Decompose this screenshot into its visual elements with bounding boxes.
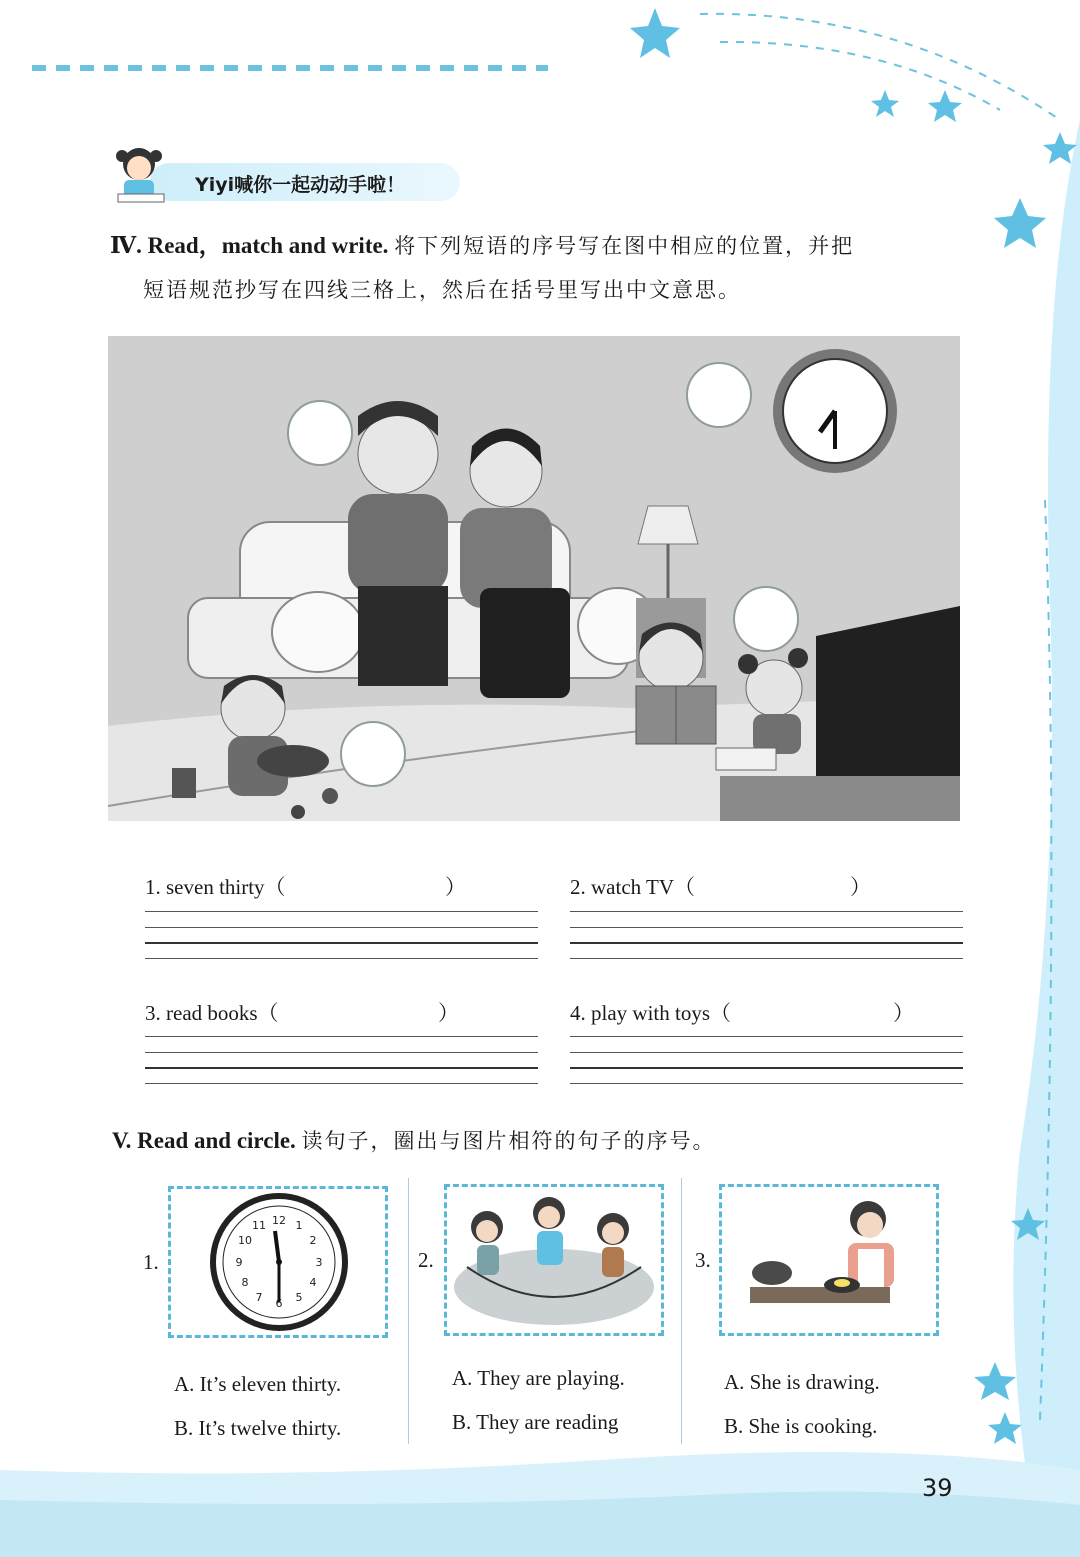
section4-title xyxy=(110,232,854,260)
clock-num-10: 10 xyxy=(238,1234,252,1247)
section5-title xyxy=(112,1127,716,1155)
item-2-option-a[interactable]: A. They are playing. xyxy=(452,1366,625,1390)
answer-bubble-clock[interactable] xyxy=(686,362,752,428)
item-1-option-b[interactable]: B. It’s twelve thirty. xyxy=(174,1416,342,1440)
section4-title-zh-1: 将下列短语的序号写在图中相应的位置，并把 xyxy=(394,234,855,258)
clock-num-3: 3 xyxy=(315,1256,323,1269)
phrase-3-close: ） xyxy=(438,1001,459,1025)
clock-num-8: 8 xyxy=(241,1276,249,1289)
phrase-2 xyxy=(570,871,695,901)
clock-num-5: 5 xyxy=(295,1291,303,1304)
column-divider-2 xyxy=(681,1178,682,1444)
children-jump-rope-icon xyxy=(447,1187,661,1333)
girl-cooking-icon xyxy=(722,1187,936,1333)
phrase-4-meaning-input[interactable] xyxy=(765,996,894,1024)
page-number: 39 xyxy=(922,1474,953,1502)
phrase-3 xyxy=(145,997,279,1027)
phrase-1 xyxy=(145,871,286,901)
section5-title-en: V. Read and circle. xyxy=(112,1128,296,1153)
section5-title-zh: 读句子，圈出与图片相符的句子的序号。 xyxy=(301,1129,716,1153)
answer-bubble-father[interactable] xyxy=(287,400,353,466)
clock-num-4: 4 xyxy=(309,1276,317,1289)
living-room-scene xyxy=(108,336,960,821)
answer-bubble-reading[interactable] xyxy=(733,586,799,652)
section4-title-line2 xyxy=(143,276,741,304)
section4-title-en: Ⅳ. Read，match and write. xyxy=(110,233,389,258)
clock-num-1: 1 xyxy=(295,1219,303,1232)
item-2-number: 2. xyxy=(418,1248,434,1272)
phrase-3-meaning-input[interactable] xyxy=(310,996,439,1024)
phrase-4-label: 4. play with toys（ xyxy=(570,1001,731,1025)
banner-text: Yiyi喊你一起动动手啦！ xyxy=(195,174,406,196)
answer-bubble-toys[interactable] xyxy=(340,721,406,787)
girl-reading-icon xyxy=(104,140,174,210)
item-1-picture-frame xyxy=(168,1186,388,1338)
phrase-1-label: 1. seven thirty（ xyxy=(145,875,286,899)
scene-illustration xyxy=(108,336,960,821)
clock-num-9: 9 xyxy=(235,1256,243,1269)
phrase-2-close: ） xyxy=(850,875,871,899)
phrase-1-meaning-input[interactable] xyxy=(318,870,447,898)
item-3-number: 3. xyxy=(695,1248,711,1272)
item-2-option-b[interactable]: B. They are reading xyxy=(452,1410,619,1434)
phrase-2-label: 2. watch TV（ xyxy=(570,875,696,899)
phrase-4-close: ） xyxy=(893,1001,914,1025)
item-3-option-a[interactable]: A. She is drawing. xyxy=(724,1370,880,1394)
phrase-3-label: 3. read books（ xyxy=(145,1001,279,1025)
item-3-picture-frame xyxy=(719,1184,939,1336)
clock-num-12: 12 xyxy=(272,1214,286,1227)
column-divider-1 xyxy=(408,1178,409,1444)
phrase-1-close: ） xyxy=(445,875,466,899)
item-1-number: 1. xyxy=(143,1250,159,1274)
phrase-4 xyxy=(570,997,731,1027)
clock-num-11: 11 xyxy=(252,1219,266,1232)
item-2-picture-frame xyxy=(444,1184,664,1336)
clock-num-7: 7 xyxy=(255,1291,263,1304)
clock-num-6: 6 xyxy=(275,1297,283,1310)
phrase-2-meaning-input[interactable] xyxy=(720,870,849,898)
clock-num-2: 2 xyxy=(309,1234,317,1247)
item-3-option-b[interactable]: B. She is cooking. xyxy=(724,1414,878,1438)
item-1-option-a[interactable]: A. It’s eleven thirty. xyxy=(174,1372,342,1396)
analog-clock-icon xyxy=(171,1189,385,1335)
section4-title-zh-2: 短语规范抄写在四线三格上，然后在括号里写出中文意思。 xyxy=(143,278,741,302)
